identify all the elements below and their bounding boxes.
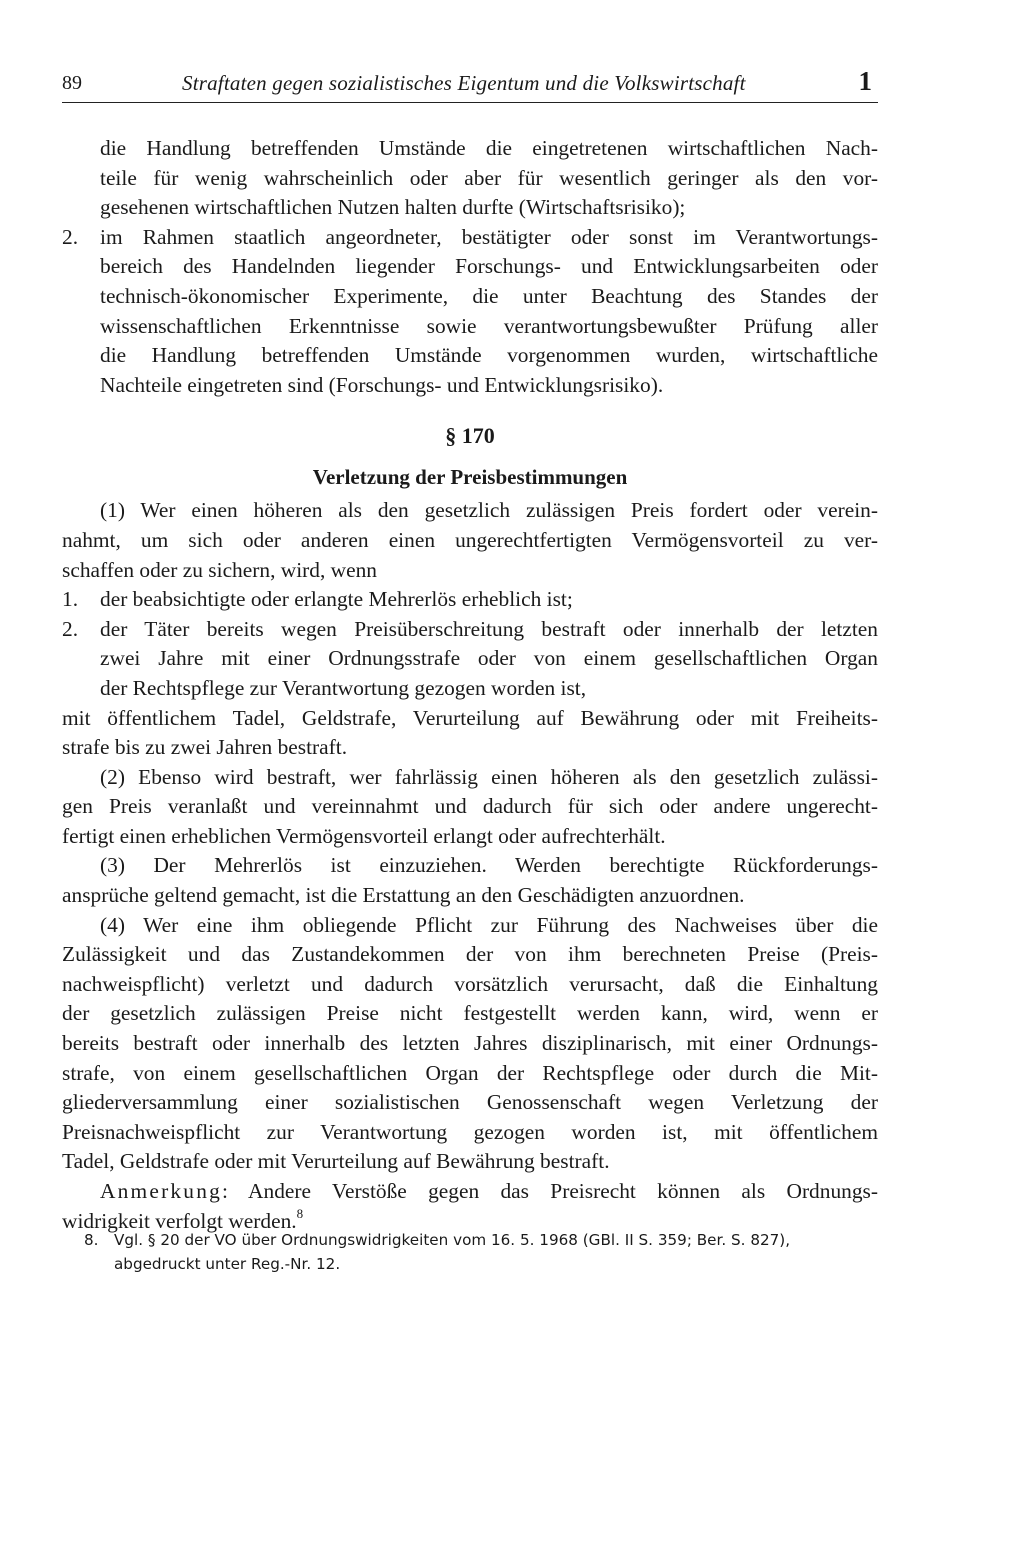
text-line: strafe bis zu zwei Jahren bestraft. [62,735,348,760]
text-line: gliederversammlung einer sozialistischen Genossenschaft wegen Verletzung der [62,1090,878,1115]
note-label: Anmerkung [100,1179,222,1203]
text-line: die Handlung betreffenden Umstände die eingetretenen wirtschaftlichen Nach- [100,136,878,160]
footnote-line [84,1252,878,1276]
text-line: ansprüche geltend gemacht, ist die Erstattung an den Geschädigten anzuordnen. [62,883,745,908]
list-item [62,585,878,615]
item-number: 1. [62,587,79,612]
text-line: die Handlung betreffenden Umstände vorgenommen wurden, wirtschaftliche [100,343,878,368]
footnote-line [84,1228,878,1252]
page-number: 89 [62,72,82,94]
list-item [62,615,878,704]
text-line: nachweispflicht) verletzt und dadurch vorsätzlich verursacht, daß die Einhaltung [62,971,878,996]
body-text [62,134,878,1236]
note-text: : Andere Verstöße gegen das Preisrecht können als Ordnungs- [221,1179,878,1203]
text-line: (4) Wer eine ihm obliegende Pflicht zur Führung des Nachweises über die [100,912,878,937]
footnote-text: Vgl. § 20 der VO über Ordnungswidrigkeiten vom 16. 5. 1968 (GBl. II S. 359; Ber. S. 827), [114,1231,791,1249]
footnote-text: abgedruckt unter Reg.-Nr. 12. [114,1255,341,1273]
text-line: (3) Der Mehrerlös ist einzuziehen. Werden berechtigte Rückforderungs- [100,853,878,878]
text-line: der beabsichtigte oder erlangte Mehrerlös erheblich ist; [100,587,573,612]
text-line: schaffen oder zu sichern, wird, wenn [62,557,377,582]
text-line: zwei Jahre mit einer Ordnungsstrafe oder von einem gesellschaftlichen Organ [100,646,878,671]
text-line: bereits bestraft oder innerhalb des letzten Jahres disziplinarisch, mit einer Ordnungs- [62,1031,878,1056]
text-line: Tadel, Geldstrafe oder mit Verurteilung auf Bewährung bestraft. [62,1149,610,1174]
text-line: technisch-ökonomischer Experimente, die unter Beachtung des Standes der [100,283,878,308]
text-line: im Rahmen staatlich angeordneter, bestätigter oder sonst im Verantwortungs- [100,224,878,249]
text-line: der Rechtspflege zur Verantwortung gezogen worden ist, [100,675,587,700]
text-line: der Täter bereits wegen Preisüberschreitung bestraft oder innerhalb der letzten [100,616,878,641]
text-line: der gesetzlich zulässigen Preise nicht festgestellt werden kann, wird, wenn er [62,1001,878,1026]
chapter-number: 1 [858,66,872,96]
list-item [62,223,878,401]
section-title: Verletzung der Preisbestimmungen [312,465,628,490]
text-line: fertigt einen erheblichen Vermögensvorteil erlangt oder aufrechterhält. [62,823,666,848]
text-line: wissenschaftlichen Erkenntnisse sowie verantwortungsbewußter Prüfung aller [100,313,878,338]
text-line: (1) Wer einen höheren als den gesetzlich zulässigen Preis fordert oder verein- [100,498,878,523]
text-line: mit öffentlichem Tadel, Geldstrafe, Verurteilung auf Bewährung oder mit Freiheits- [62,705,878,730]
section-number: § 170 [445,423,495,449]
text-line: bereich des Handelnden liegender Forschungs- und Entwicklungsarbeiten oder [100,254,878,279]
text-line: Nachteile eingetreten sind (Forschungs- und Entwicklungsrisiko). [100,372,664,397]
text-line: nahmt, um sich oder anderen einen ungerechtfertigten Vermögensvorteil zu ver- [62,527,878,552]
item-number: 2. [62,224,79,249]
text-line: gesehenen wirtschaftlichen Nutzen halten durfte (Wirtschaftsrisiko); [100,195,686,220]
note-line [62,1177,878,1207]
item-number: 2. [62,616,79,641]
text-line: (2) Ebenso wird bestraft, wer fahrlässig einen höheren als den gesetzlich zulässi- [100,764,878,789]
page-header [62,68,878,103]
text-line: teile für wenig wahrscheinlich oder aber für wesentlich geringer als den vor- [100,165,878,190]
running-title: Straftaten gegen sozialistisches Eigentum und die Volkswirtschaft [182,71,746,95]
note-text: widrigkeit verfolgt werden. [62,1208,297,1233]
text-line: Preisnachweispflicht zur Verantwortung gezogen worden ist, mit öffentlichem [62,1119,878,1144]
text-line: Zulässigkeit und das Zustandekommen der von ihm berechneten Preise (Preis- [62,942,878,967]
footnote [84,1228,878,1276]
text-line: gen Preis veranlaßt und vereinnahmt und dadurch für sich oder andere ungerecht- [62,794,878,819]
footnote-number: 8. [84,1231,99,1249]
text-line: strafe, von einem gesellschaftlichen Organ der Rechtspflege oder durch die Mit- [62,1060,878,1085]
footnote-reference[interactable]: 8 [296,1205,304,1221]
